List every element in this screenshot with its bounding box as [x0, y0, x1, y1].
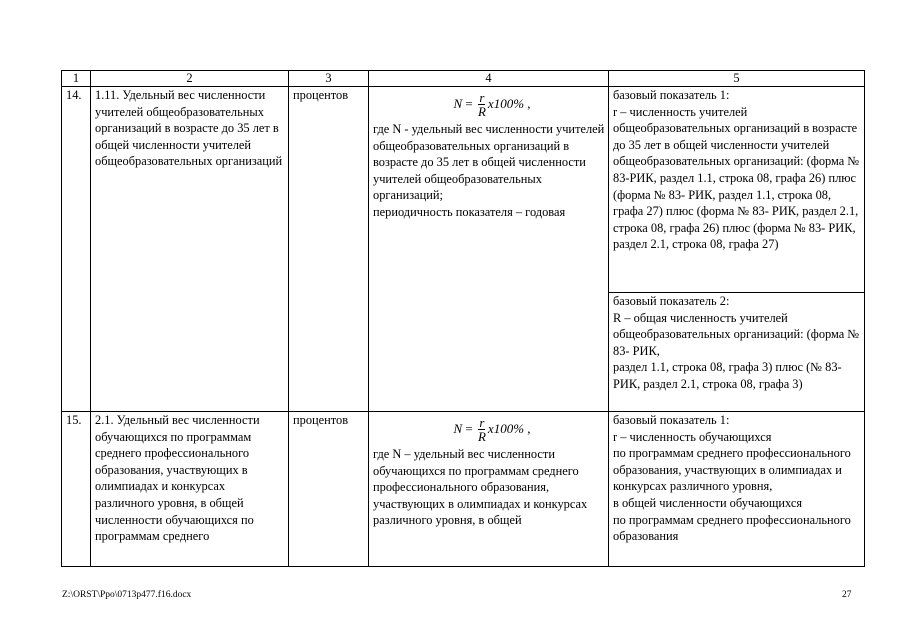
- table-row: [62, 87, 865, 293]
- document-file-path: Z:\ORST\Ppo\0713p477.f16.docx: [62, 590, 192, 600]
- base-indicator-text: раздел 1.1, строка 08, графа 3) плюс (№ 83- РИК, раздел 2.1, строка 08, графа 3): [613, 360, 842, 391]
- column-number-4: 4: [369, 71, 609, 87]
- base-indicator-1: [609, 87, 865, 293]
- formula: N = $\frac{r}{R}$ x100% ,: [453, 414, 531, 444]
- column-number-3: 3: [289, 71, 369, 87]
- method-description: где N – удельный вес численности обучающихся по программам среднего профессионального образования, участвующих в олимпиадах и конкурсах различного уровня, в общей: [373, 447, 588, 528]
- indicator-name: 1.11. Удельный вес численности учителей общеобразовательных организаций в возрасте до 35 лет в общей численности учителей общеобразовательных организаций: [91, 87, 289, 412]
- base-indicator-title: базовый показатель 1:: [613, 88, 730, 102]
- base-indicator-1: [609, 412, 865, 567]
- method-periodicity: периодичность показателя – годовая: [373, 204, 566, 219]
- base-indicator-title: базовый показатель 2:: [613, 294, 730, 308]
- formula-numerator: r: [479, 89, 485, 105]
- column-number-5: 5: [609, 71, 865, 87]
- formula-denominator: R: [477, 428, 486, 444]
- column-number-2: 2: [91, 71, 289, 87]
- base-indicator-text: r – численность обучающихся: [613, 429, 772, 444]
- calculation-method: [369, 412, 609, 567]
- column-number-1: 1: [62, 71, 91, 87]
- table-header-row: [62, 71, 865, 87]
- base-indicator-text: по программам среднего профессионального образования: [613, 512, 851, 544]
- base-indicator-text: по программам среднего профессионального образования, участвующих в олимпиадах и конкурсах различного уровня,: [613, 446, 851, 494]
- formula-denominator: R: [477, 103, 486, 119]
- formula-fraction: [477, 416, 487, 443]
- row-number: 14.: [62, 87, 91, 412]
- base-indicator-text: r – численность учителей общеобразовательных организаций в возрасте до 35 лет в общей численности учителей общеобразовательных организаций: (форма № 83-РИК, раздел 1.1, строка 08, графа 26) плюс (форма № 83- РИК, раздел 1.1, строка 08, графа 27) плюс (форма № 83- РИК, раздел 2.1, строка 08, графа 26) плюс (форма № 83- РИК, раздел 2.1, строка 08, графа 27): [613, 104, 860, 252]
- formula-fraction: [477, 91, 487, 118]
- table-row: [62, 412, 865, 567]
- formula: N = $\frac{r}{R}$ x100% ,: [453, 89, 531, 119]
- indicator-name: 2.1. Удельный вес численности обучающихся по программам среднего профессионального образования, участвующих в олимпиадах и конкурсах различного уровня, в общей численности обучающихся по программам среднего: [91, 412, 289, 567]
- base-indicator-text: в общей численности обучающихся: [613, 495, 803, 510]
- formula-numerator: r: [479, 414, 485, 430]
- base-indicator-title: базовый показатель 1:: [613, 413, 730, 427]
- base-indicator-2: [609, 293, 865, 412]
- unit-of-measure: процентов: [289, 412, 369, 567]
- unit-of-measure: процентов: [289, 87, 369, 412]
- indicators-table: [61, 70, 865, 567]
- method-description: где N - удельный вес численности учителей общеобразовательных организаций в возрасте до 35 лет в общей численности учителей общеобразовательных организаций;: [373, 122, 605, 203]
- formula-multiplier: x100%: [487, 95, 525, 111]
- formula-multiplier: x100%: [487, 420, 525, 436]
- row-number: 15.: [62, 412, 91, 567]
- base-indicator-text: R – общая численность учителей общеобразовательных организаций: (форма № 83- РИК,: [613, 310, 860, 358]
- page-number: 27: [842, 590, 852, 600]
- calculation-method: [369, 87, 609, 412]
